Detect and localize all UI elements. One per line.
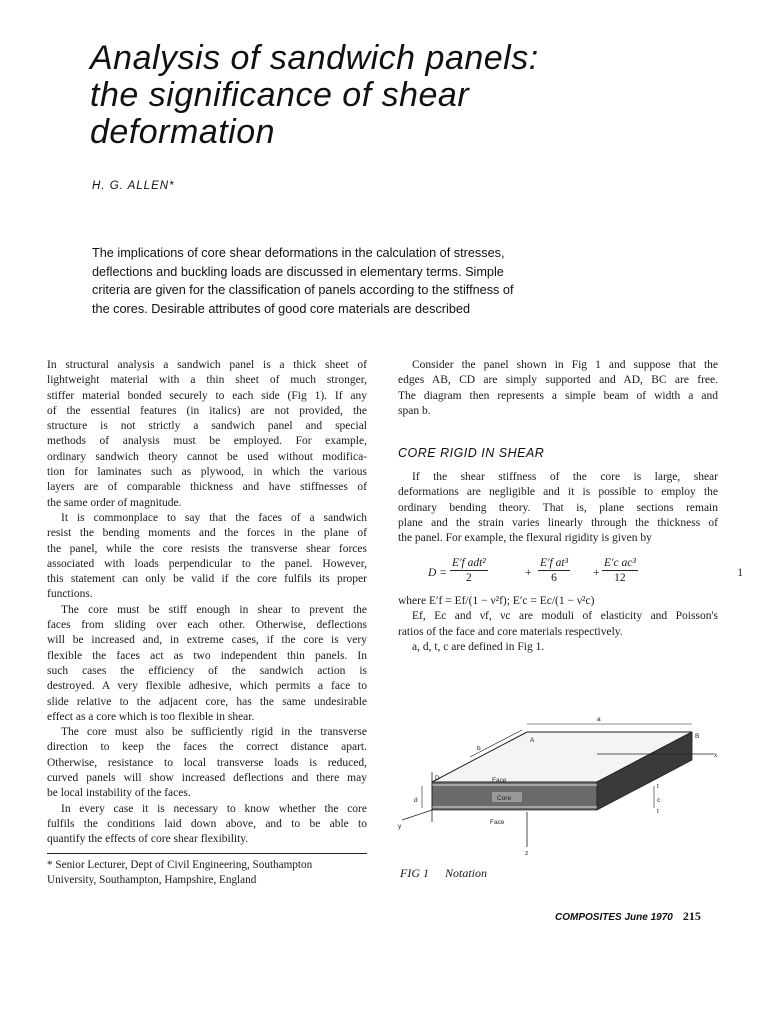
label-x: x bbox=[714, 752, 718, 759]
label-a: a bbox=[597, 716, 601, 723]
author: H. G. ALLEN* bbox=[92, 180, 175, 192]
label-t-bottom: t bbox=[657, 808, 659, 815]
body-line: fulfils the conditions laid down above, and to be able to bbox=[47, 817, 367, 830]
term-1-denominator: 2 bbox=[466, 572, 472, 584]
body-line: be local instability of the faces. bbox=[47, 787, 191, 800]
body-line: methods of analysis must be employed. For example, bbox=[47, 435, 367, 448]
body-line: plane and the strain varies linearly through the thickness of bbox=[398, 516, 718, 529]
body-line: ratios of the face and core materials respectively. bbox=[398, 625, 623, 638]
body-line: slide relative to the adjacent core, has the same undesirable bbox=[47, 695, 367, 708]
equation-number: 1 bbox=[737, 567, 743, 579]
body-line: lightweight material with a thin sheet of much stronger, bbox=[47, 374, 367, 387]
abstract-line: the cores. Desirable attributes of good core materials are described bbox=[92, 301, 470, 316]
figure-caption bbox=[400, 866, 503, 881]
body-line: curved panels will show increased deflections and there may bbox=[47, 772, 367, 785]
term-1-numerator: E′f adt² bbox=[452, 557, 486, 569]
body-line: faces from sliding over each other. Otherwise, deflections bbox=[47, 619, 367, 632]
equation-term-2 bbox=[538, 556, 570, 585]
abstract bbox=[92, 244, 692, 318]
body-line: Otherwise, resistance to local transverse loads is reduced, bbox=[47, 756, 367, 769]
body-line: resist the bending moments and the forces in the plane of bbox=[47, 527, 367, 540]
label-core: Core bbox=[497, 795, 512, 802]
term-3-denominator: 12 bbox=[614, 572, 626, 584]
right-column-definitions bbox=[398, 594, 718, 655]
page-footer bbox=[555, 909, 701, 924]
right-column-body bbox=[398, 470, 718, 546]
left-column bbox=[47, 358, 367, 848]
body-line: In structural analysis a sandwich panel is a thick sheet of bbox=[47, 359, 367, 371]
body-line: the same order of magnitude. bbox=[47, 496, 182, 509]
body-line: direction to keep the faces the correct distance apart. bbox=[47, 741, 367, 754]
body-line: such cases the efficiency of the sandwich action is bbox=[47, 664, 367, 677]
body-line: Consider the panel shown in Fig 1 and suppose that the bbox=[412, 359, 718, 371]
label-c: c bbox=[657, 797, 661, 804]
body-line: this statement can only be valid if the core fulfils its proper bbox=[47, 573, 367, 586]
body-line: If the shear stiffness of the core is large, shear bbox=[412, 471, 718, 483]
body-line: deformations are negligible and it is possible to employ the bbox=[398, 486, 718, 499]
equation-lhs: D = bbox=[428, 567, 447, 579]
body-line: where E′f = Ef/(1 − ν²f); E′c = Ec/(1 − ν²c) bbox=[398, 595, 595, 607]
label-d: d bbox=[414, 797, 418, 804]
label-z: z bbox=[525, 850, 529, 857]
equation-1 bbox=[428, 556, 743, 590]
footnote-rule bbox=[47, 853, 367, 854]
label-y: y bbox=[398, 823, 402, 830]
body-line: the panel. For example, the flexural rigidity is given by bbox=[398, 532, 652, 545]
article-title bbox=[90, 40, 730, 151]
label-D: D bbox=[435, 775, 440, 782]
body-line: In every case it is necessary to know whether the core bbox=[61, 802, 367, 815]
body-line: The core must be stiff enough in shear to prevent the bbox=[61, 603, 367, 616]
body-line: flexible the faces act as two independent thin panels. In bbox=[47, 649, 367, 662]
section-heading: CORE RIGID IN SHEAR bbox=[398, 446, 545, 460]
body-line: stiffer material bonded securely to each side (Fig 1). If any bbox=[47, 389, 367, 402]
label-face-bottom: Face bbox=[490, 819, 505, 826]
body-line: the panel, while the core resists the transverse shear forces bbox=[47, 542, 367, 555]
body-line: structure is not strictly a sandwich panel and special bbox=[47, 420, 367, 433]
body-line: a, d, t, c are defined in Fig 1. bbox=[412, 640, 545, 653]
figure-1-panel-diagram bbox=[392, 712, 722, 862]
body-line: The core must also be sufficiently rigid in the transverse bbox=[61, 726, 367, 739]
body-line: ordinary bending theory. That is, plane sections remain bbox=[398, 501, 718, 514]
body-line: tion for laminates such as plywood, in which the various bbox=[47, 466, 367, 479]
abstract-line: The implications of core shear deformations in the calculation of stresses, bbox=[92, 246, 505, 260]
equation-term-3 bbox=[602, 556, 638, 585]
body-line: effect as a core which is too flexible in shear. bbox=[47, 710, 255, 723]
title-line-2: the significance of shear bbox=[90, 76, 470, 114]
body-line: destroyed. A very flexible adhesive, which permits a face to bbox=[47, 680, 367, 693]
plus-sign: + bbox=[525, 567, 532, 579]
journal-name: COMPOSITES June 1970 bbox=[555, 912, 673, 923]
term-2-numerator: E′f at³ bbox=[540, 557, 569, 569]
title-line-3: deformation bbox=[90, 113, 276, 151]
label-b: b bbox=[477, 745, 481, 752]
abstract-line: deflections and buckling loads are discussed in elementary terms. Simple bbox=[92, 264, 504, 279]
body-line: quantify the effects of core shear flexibility. bbox=[47, 833, 249, 846]
label-B: B bbox=[695, 733, 700, 740]
body-line: of the essential features (in italics) are not provided, the bbox=[47, 404, 367, 417]
figure-number: FIG 1 bbox=[400, 866, 429, 880]
label-t-top: t bbox=[657, 783, 659, 790]
label-A: A bbox=[530, 737, 535, 744]
body-line: span b. bbox=[398, 404, 431, 417]
body-line: layers are of comparable thickness and have stiffnesses of bbox=[47, 481, 367, 494]
y-axis bbox=[402, 810, 432, 820]
body-line: ordinary sandwich theory cannot be used without modifica- bbox=[47, 450, 367, 463]
footnote-line: * Senior Lecturer, Dept of Civil Engineering, Southampton bbox=[47, 859, 313, 871]
term-3-numerator: E′c ac³ bbox=[604, 557, 636, 569]
body-line: It is commonplace to say that the faces of a sandwich bbox=[61, 511, 367, 524]
term-2-denominator: 6 bbox=[551, 572, 557, 584]
body-line: will be increased and, in extreme cases, if the core is very bbox=[47, 634, 367, 647]
footnote-line: University, Southampton, Hampshire, England bbox=[47, 874, 257, 886]
equation-term-1 bbox=[450, 556, 488, 585]
title-line-1: Analysis of sandwich panels: bbox=[90, 39, 539, 77]
plus-sign: + bbox=[593, 567, 600, 579]
right-column-intro bbox=[398, 358, 718, 419]
page-number: 215 bbox=[682, 909, 701, 923]
body-line: Ef, Ec and νf, νc are moduli of elasticity and Poisson's bbox=[412, 610, 718, 623]
body-line: edges AB, CD are simply supported and AD, BC are free. bbox=[398, 374, 718, 387]
body-line: functions. bbox=[47, 588, 93, 601]
footnote bbox=[47, 858, 377, 888]
body-line: The diagram then represents a simple beam of width a and bbox=[398, 389, 718, 402]
body-line: associated with loads perpendicular to the panel. However, bbox=[47, 557, 367, 570]
figure-caption-text: Notation bbox=[445, 866, 488, 880]
label-face-top: Face bbox=[492, 777, 507, 784]
abstract-line: criteria are given for the classification of panels according to the stiffness of bbox=[92, 283, 514, 297]
